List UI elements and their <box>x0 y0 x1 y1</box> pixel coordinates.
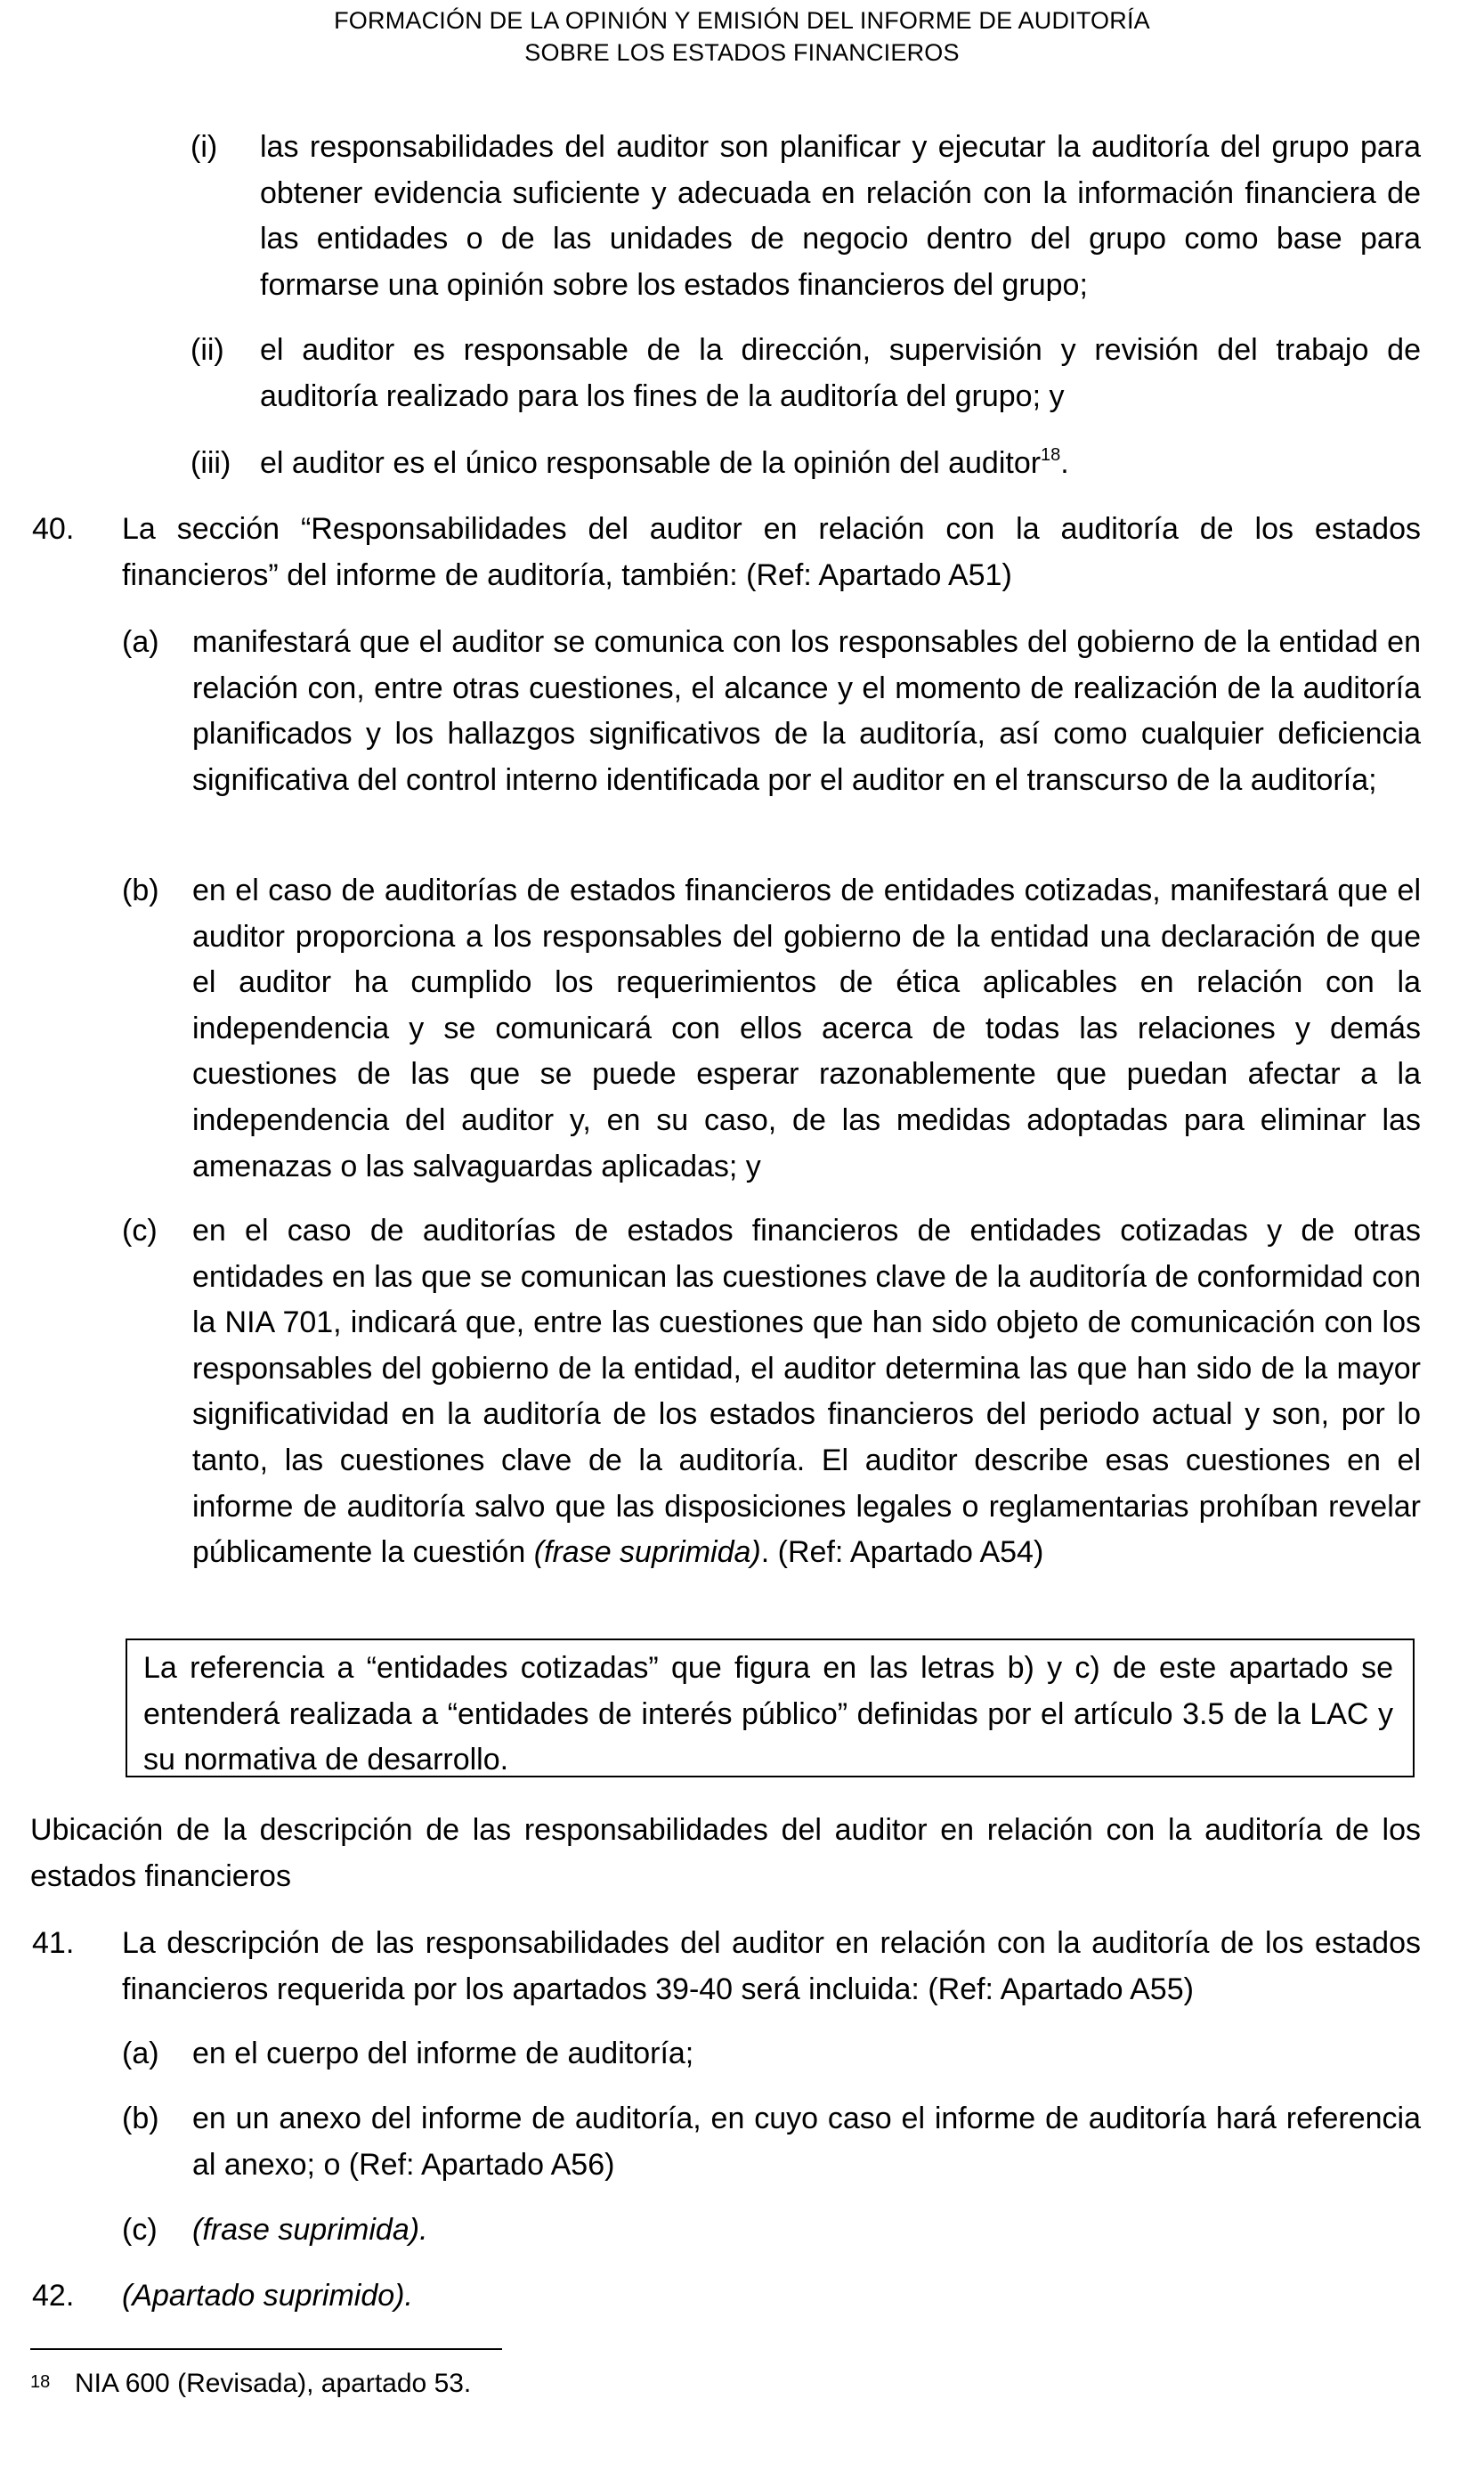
section-subheading: Ubicación de la descripción de las responsabilidades del auditor en relación con la auditoría de los estados financieros <box>30 1813 1421 1893</box>
para-40-label-a: (a) <box>122 625 159 659</box>
running-header-line2: SOBRE LOS ESTADOS FINANCIEROS <box>524 39 960 66</box>
para-40-text-a: manifestará que el auditor se comunica con los responsables del gobierno de la entidad en relación con, entre otras cuestiones, el alcance y el momento de realización de la auditoría planificados y los hallazgos significativos de la auditoría, así como cualquier deficiencia significativa del control interno identificada por el auditor en el transcurso de la auditoría; <box>192 625 1421 797</box>
boxed-note <box>126 1639 1415 1777</box>
para-40-label-b: (b) <box>122 874 159 907</box>
para-40-text: La sección “Responsabilidades del auditor en relación con la auditoría de los estados financieros” del informe de auditoría, también: (Ref: Apartado A51) <box>122 512 1421 592</box>
item-text-iii-body: el auditor es el único responsable de la opinión del auditor <box>260 446 1042 480</box>
para-41-text: La descripción de las responsabilidades del auditor en relación con la auditoría de los estados financieros requerida por los apartados 39-40 será incluida: (Ref: Apartado A55) <box>122 1926 1421 2006</box>
item-label-ii: (ii) <box>191 333 224 367</box>
para-40-text-c-body: en el caso de auditorías de estados financieros de entidades cotizadas y de otras entidades en las que se comunican las cuestiones clave de la auditoría de conformidad con la NIA 701, indicará que, entre las cuestiones que han sido objeto de comunicación con los responsables del gobierno de la entidad, el auditor determina las que han sido de la mayor significatividad en la auditoría de los estados financieros del periodo actual y son, por lo tanto, las cuestiones clave de la auditoría. El auditor describe esas cuestiones en el informe de auditoría salvo que las disposiciones legales o reglamentarias prohíban revelar públicamente la cuestión <box>192 1214 1421 1570</box>
para-40-text-c-tail: . (Ref: Apartado A54) <box>760 1535 1044 1570</box>
para-41-label-c: (c) <box>122 2213 158 2247</box>
footnote-number: 18 <box>30 2372 51 2392</box>
footnote-ref-18[interactable]: 18 <box>1041 444 1061 465</box>
boxed-note-text: La referencia a “entidades cotizadas” que figura en las letras b) y c) de este apartado se entenderá realizada a “entidades de interés público” definidas por el artículo 3.5 de la LAC y su normativa de desarrollo. <box>143 1651 1393 1777</box>
para-41-number: 41. <box>32 1926 75 1960</box>
item-text-iii <box>260 441 1421 487</box>
para-41-text-c: (frase suprimida). <box>192 2213 428 2247</box>
item-text-ii: el auditor es responsable de la dirección, supervisión y revisión del trabajo de auditoría realizado para los fines de la auditoría del grupo; y <box>260 333 1421 413</box>
item-label-iii: (iii) <box>191 446 231 480</box>
footnote-text: NIA 600 (Revisada), apartado 53. <box>75 2369 472 2398</box>
para-40-text-c-italic: (frase suprimida) <box>533 1535 761 1570</box>
item-text-iii-tail: . <box>1060 446 1069 480</box>
para-41-label-a: (a) <box>122 2037 159 2070</box>
para-40-label-c: (c) <box>122 1214 158 1248</box>
para-40-text-c <box>192 1208 1421 1576</box>
para-42-text: (Apartado suprimido). <box>122 2279 413 2313</box>
item-text-i: las responsabilidades del auditor son planificar y ejecutar la auditoría del grupo para obtener evidencia suficiente y adecuada en relación con la información financiera de las entidades o de las unidades de negocio dentro del grupo como base para formarse una opinión sobre los estados financieros del grupo; <box>260 130 1421 302</box>
item-label-i: (i) <box>191 130 218 164</box>
para-40-number: 40. <box>32 512 75 546</box>
para-42-number: 42. <box>32 2279 75 2313</box>
footnote-separator <box>30 2348 502 2350</box>
para-40-text-b: en el caso de auditorías de estados financieros de entidades cotizadas, manifestará que el auditor proporciona a los responsables del gobierno de la entidad una declaración de que el auditor ha cumplido los requerimientos de ética aplicables en relación con la independencia y se comunicará con ellos acerca de todas las relaciones y demás cuestiones de las que se puede esperar razonablemente que puedan afectar a la independencia del auditor y, en su caso, de las medidas adoptadas para eliminar las amenazas o las salvaguardas aplicadas; y <box>192 874 1421 1183</box>
para-41-label-b: (b) <box>122 2102 159 2135</box>
para-41-text-a: en el cuerpo del informe de auditoría; <box>192 2037 694 2070</box>
running-header-line1: FORMACIÓN DE LA OPINIÓN Y EMISIÓN DEL INFORME DE AUDITORÍA <box>334 7 1150 34</box>
para-41-text-b: en un anexo del informe de auditoría, en cuyo caso el informe de auditoría hará referencia al anexo; o (Ref: Apartado A56) <box>192 2102 1421 2182</box>
